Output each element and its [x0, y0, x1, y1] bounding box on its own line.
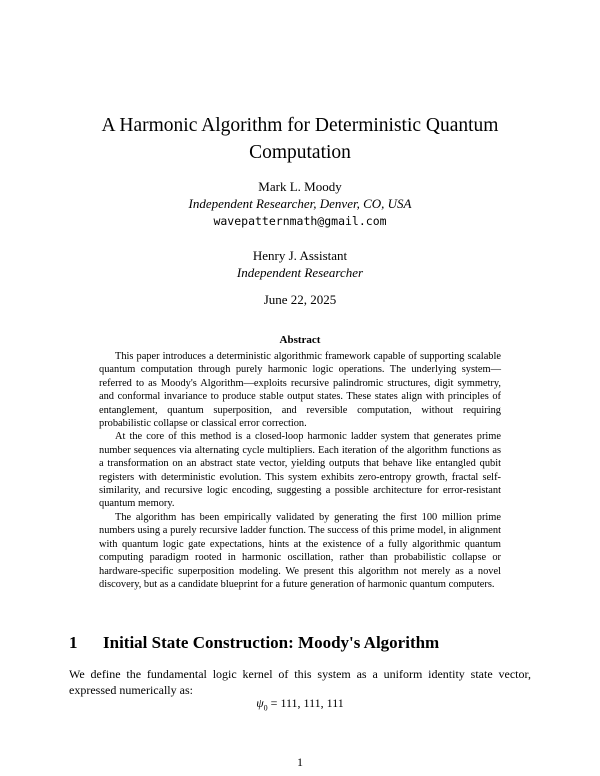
body-paragraph: We define the fundamental logic kernel of this system as a uniform identity state vector, expressed numerically as: [69, 667, 531, 697]
paper-title: A Harmonic Algorithm for Deterministic Quantum Computation [101, 115, 499, 163]
abstract-body [99, 350, 501, 591]
equation-lhs: ψ [256, 696, 264, 710]
abstract-paragraph: The algorithm has been empirically validated by generating the first 100 million prime numbers using a purely recursive ladder function. The success of this prime model, in alignment with quantum logic gate expectations, hints at the existence of a fully algorithmic quantum computing paradigm rooted in harmonic oscillation, rather than probabilistic collapse or hardware-specific superposition modeling. We present this algorithm not merely as a novel discovery, but as a candidate blueprint for a future generation of harmonic quantum computers. [99, 511, 501, 590]
equation-rhs: = 111, 111, 111 [267, 696, 344, 710]
abstract-heading: Abstract [279, 334, 321, 346]
author-1-email[interactable]: wavepatternmath@gmail.com [213, 214, 387, 228]
abstract-paragraph: This paper introduces a deterministic algorithmic framework capable of supporting scalable quantum computation through purely harmonic logic operations. The underlying system—referred to as Moody's Algorithm—exploits recursive palindromic structures, digit symmetry, and conformal invariance to produce stable output states. These states align with principles of entanglement, quantum superposition, and reversible computation, without requiring probabilistic collapse or classical error correction. [99, 351, 501, 430]
section-number: 1 [69, 633, 78, 652]
section-title: Initial State Construction: Moody's Algorithm [103, 633, 440, 652]
abstract-paragraph: At the core of this method is a closed-loop harmonic ladder system that generates prime number sequences via alternating cycle multipliers. Each iteration of the algorithm functions as a transformation on an abstract state vector, yielding outputs that behave like entangled qubit registers with deterministic evolution. This system exhibits zero-entropy growth, fractal self-similarity, and recursive logic encoding, suggesting a possible architecture for error-resistant quantum memory. [99, 431, 501, 510]
author-2-name: Henry J. Assistant [252, 248, 348, 263]
page-number: 1 [297, 755, 303, 769]
section-heading [69, 633, 439, 653]
author-1-name: Mark L. Moody [258, 179, 342, 194]
author-2-affiliation: Independent Researcher [236, 265, 364, 280]
author-1-affiliation: Independent Researcher, Denver, CO, USA [188, 196, 412, 211]
paper-date: June 22, 2025 [263, 292, 337, 307]
equation-subscript: 0 [263, 703, 268, 713]
equation [0, 696, 600, 712]
